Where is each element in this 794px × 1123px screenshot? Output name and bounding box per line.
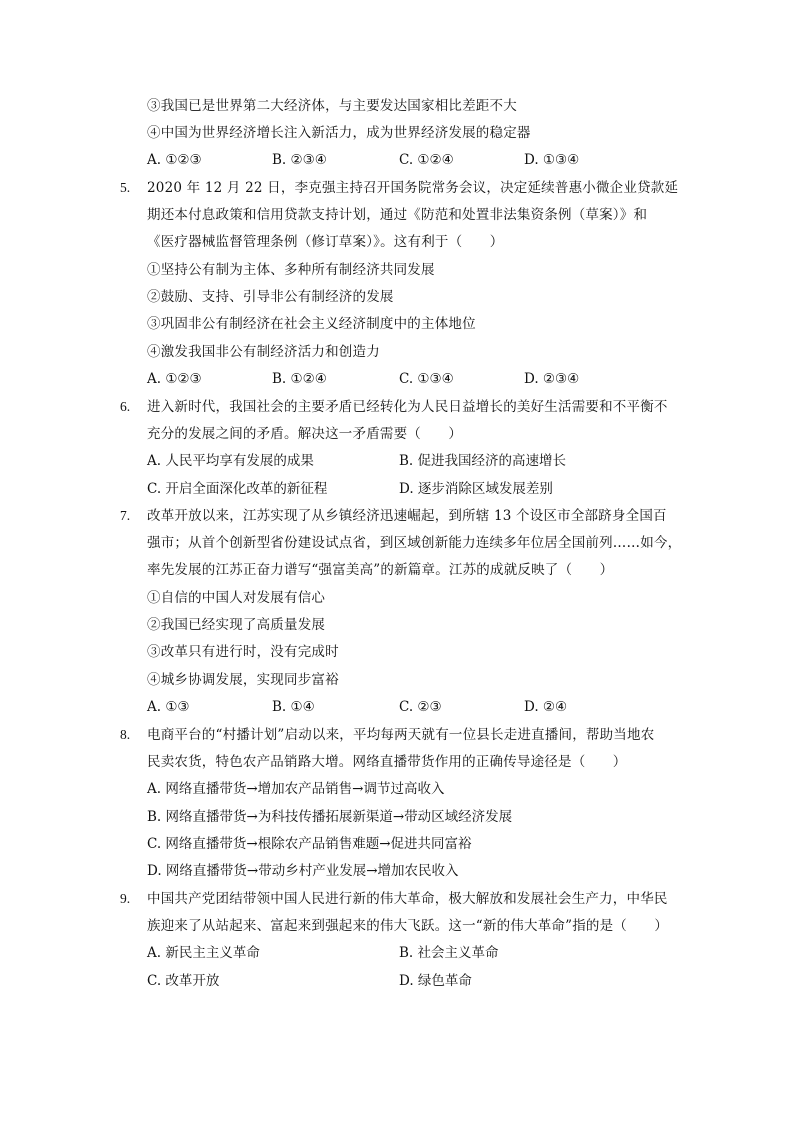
q5-option-b[interactable]: B. ①②④ xyxy=(272,371,327,387)
q5-stem-line-3: 《医疗器械监督管理条例（修订草案）》。这有利于（ ） xyxy=(147,234,504,250)
q8-stem-line-2: 民卖农货，特色农产品销路大增。网络直播带货作用的正确传导途径是（ ） xyxy=(147,754,627,770)
q5-statement-4: ④激发我国非公有制经济活力和创造力 xyxy=(147,344,380,360)
q5-number: 5. xyxy=(120,180,131,195)
q5-option-a[interactable]: A. ①②③ xyxy=(147,371,202,387)
q8-option-b[interactable]: B. 网络直播带货→为科技传播拓展新渠道→带动区域经济发展 xyxy=(147,809,513,825)
q6-number: 6. xyxy=(120,399,131,414)
q7-statement-4: ④城乡协调发展，实现同步富裕 xyxy=(147,672,339,688)
q6-option-b[interactable]: B. 促进我国经济的高速增长 xyxy=(399,453,567,469)
q6-stem-line-2: 充分的发展之间的矛盾。解决这一矛盾需要（ ） xyxy=(147,426,463,442)
q5-stem-line-1: 2020 年 12 月 22 日，李克强主持召开国务院常务会议，决定延续普惠小微企业贷款延 xyxy=(147,180,679,196)
q5-option-d[interactable]: D. ②③④ xyxy=(524,371,580,387)
q7-option-c[interactable]: C. ②③ xyxy=(399,699,442,715)
q9-option-a[interactable]: A. 新民主主义革命 xyxy=(147,945,260,961)
q4-option-c[interactable]: C. ①②④ xyxy=(399,152,454,168)
q8-option-d[interactable]: D. 网络直播带货→带动乡村产业发展→增加农民收入 xyxy=(147,863,459,879)
q7-statement-3: ③改革只有进行时，没有完成时 xyxy=(147,644,339,660)
q7-option-b[interactable]: B. ①④ xyxy=(272,699,315,715)
q6-option-a[interactable]: A. 人民平均享有发展的成果 xyxy=(147,453,314,469)
q5-statement-1: ①坚持公有制为主体、多种所有制经济共同发展 xyxy=(147,262,435,278)
q7-statement-2: ②我国已经实现了高质量发展 xyxy=(147,617,326,633)
q6-stem-line-1: 进入新时代，我国社会的主要矛盾已经转化为人民日益增长的美好生活需要和不平衡不 xyxy=(147,399,668,415)
q6-option-c[interactable]: C. 开启全面深化改革的新征程 xyxy=(147,481,328,497)
q4-option-b[interactable]: B. ②③④ xyxy=(272,152,327,168)
q9-option-c[interactable]: C. 改革开放 xyxy=(147,973,220,989)
q6-option-d[interactable]: D. 逐步消除区域发展差别 xyxy=(399,481,553,497)
q7-stem-line-1: 改革开放以来，江苏实现了从乡镇经济迅速崛起，到所辖 13 个设区市全部跻身全国百 xyxy=(147,508,667,524)
q9-number: 9. xyxy=(120,891,131,906)
q8-number: 8. xyxy=(120,727,131,742)
q7-stem-line-2: 强市；从首个创新型省份建设试点省，到区域创新能力连续多年位居全国前列……如今， xyxy=(147,535,682,551)
q5-statement-3: ③巩固非公有制经济在社会主义经济制度中的主体地位 xyxy=(147,316,476,332)
q4-option-a[interactable]: A. ①②③ xyxy=(147,152,202,168)
q5-statement-2: ②鼓励、支持、引导非公有制经济的发展 xyxy=(147,289,394,305)
q7-stem-line-3: 率先发展的江苏正奋力谱写“强富美高”的新篇章。江苏的成就反映了（ ） xyxy=(147,562,614,578)
q7-statement-1: ①自信的中国人对发展有信心 xyxy=(147,590,326,606)
q8-option-a[interactable]: A. 网络直播带货→增加农产品销售→调节过高收入 xyxy=(147,781,445,797)
q8-stem-line-1: 电商平台的“村播计划”启动以来，平均每两天就有一位县长走进直播间，帮助当地农 xyxy=(147,727,655,743)
q4-statement-3: ③我国已是世界第二大经济体，与主要发达国家相比差距不大 xyxy=(147,98,517,114)
q5-stem-line-2: 期还本付息政策和信用贷款支持计划，通过《防范和处置非法集资条例（草案）》和 xyxy=(147,207,648,223)
q7-number: 7. xyxy=(120,508,131,523)
q8-option-c[interactable]: C. 网络直播带货→根除农产品销售难题→促进共同富裕 xyxy=(147,836,472,852)
q7-option-d[interactable]: D. ②④ xyxy=(524,699,568,715)
q9-stem-line-1: 中国共产党团结带领中国人民进行新的伟大革命，极大解放和发展社会生产力，中华民 xyxy=(147,891,668,907)
q5-option-c[interactable]: C. ①③④ xyxy=(399,371,454,387)
q4-statement-4: ④中国为世界经济增长注入新活力，成为世界经济发展的稳定器 xyxy=(147,125,531,141)
q7-option-a[interactable]: A. ①③ xyxy=(147,699,190,715)
q4-option-d[interactable]: D. ①③④ xyxy=(524,152,580,168)
q9-option-d[interactable]: D. 绿色革命 xyxy=(399,973,472,989)
q9-option-b[interactable]: B. 社会主义革命 xyxy=(399,945,499,961)
q9-stem-line-2: 族迎来了从站起来、富起来到强起来的伟大飞跃。这一“新的伟大革命”指的是（ ） xyxy=(147,918,669,934)
